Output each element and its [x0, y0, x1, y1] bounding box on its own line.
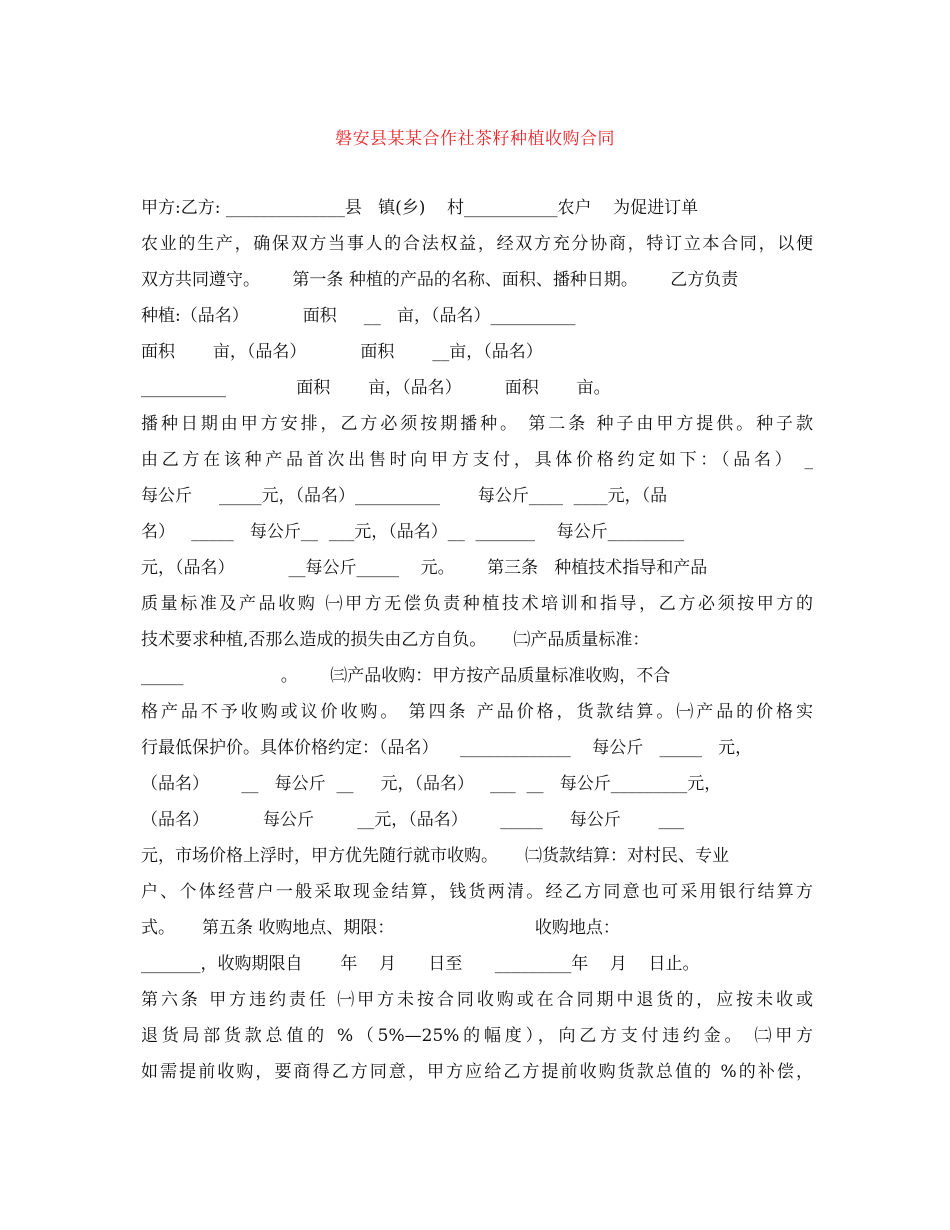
contract-line: 面积 亩，（品名） 面积 __亩，（品名）: [141, 342, 543, 362]
contract-line: 式。 第五条 收购地点、期限： 收购地点：: [141, 918, 620, 938]
contract-line: 由乙方在该种产品首次出售时向甲方支付，具体价格约定如下：（品名） _: [141, 450, 813, 470]
contract-line: _____ 。 ㈢产品收购：甲方按产品质量标准收购，不合: [141, 666, 671, 686]
contract-line: 元，（品名） __每公斤_____ 元。 第三条 种植技术指导和产品: [141, 558, 708, 578]
contract-line: （品名） __ 每公斤 __ 元，（品名） ___ __ 每公斤_________元，: [141, 774, 722, 794]
contract-line: 元，市场价格上浮时，甲方优先随行就市收购。 ㈡货款结算：对村民、专业: [141, 846, 730, 866]
contract-line: 如需提前收购，要商得乙方同意，甲方应给乙方提前收购货款总值的 %的补偿，: [141, 1062, 813, 1082]
contract-line: 第六条 甲方违约责任 ㈠甲方未按合同收购或在合同期中退货的，应按未收或: [141, 990, 813, 1010]
contract-line: 格产品不予收购或议价收购。 第四条 产品价格，货款结算。㈠产品的价格实: [141, 702, 813, 722]
contract-line: __________ 面积 亩，（品名） 面积 亩。: [141, 378, 611, 398]
contract-line: 名） _____ 每公斤__ ___元，（品名）__ _______ 每公斤_________: [141, 522, 685, 542]
contract-line: 种植:（品名） 面积 __ 亩，（品名）__________: [141, 306, 576, 326]
contract-line: 行最低保护价。具体价格约定：（品名） _____________ 每公斤 _____ 元，: [141, 738, 753, 758]
contract-line: （品名） 每公斤 __元，（品名） _____ 每公斤 ___: [141, 810, 685, 830]
contract-line: 甲方:乙方: ______________县 镇(乡) 村___________农户 为促进订单: [141, 198, 699, 218]
contract-line: 播种日期由甲方安排，乙方必须按期播种。 第二条 种子由甲方提供。种子款: [141, 414, 813, 434]
contract-line: 农业的生产，确保双方当事人的合法权益，经双方充分协商，特订立本合同，以便: [141, 234, 813, 254]
document-title: 磐安县某某合作社茶籽种植收购合同: [335, 129, 615, 149]
contract-line: _______，收购期限自 年 月 日至 _________年 月 日止。: [141, 954, 700, 974]
contract-line: 技术要求种植,否那么造成的损失由乙方自负。 ㈡产品质量标准：: [141, 630, 650, 650]
contract-line: 户、个体经营户一般采取现金结算，钱货两清。经乙方同意也可采用银行结算方: [141, 882, 813, 902]
contract-line: 质量标准及产品收购 ㈠甲方无偿负责种植技术培训和指导，乙方必须按甲方的: [141, 594, 813, 614]
contract-line: 每公斤 _____元，（品名）__________ 每公斤____ ____元，（品: [141, 486, 668, 506]
contract-line: 双方共同遵守。 第一条 种植的产品的名称、面积、播种日期。 乙方负责: [141, 270, 739, 290]
contract-line: 退货局部货款总值的 %（5%—25%的幅度），向乙方支付违约金。 ㈡甲方: [141, 1026, 813, 1046]
contract-body: [141, 190, 813, 1090]
